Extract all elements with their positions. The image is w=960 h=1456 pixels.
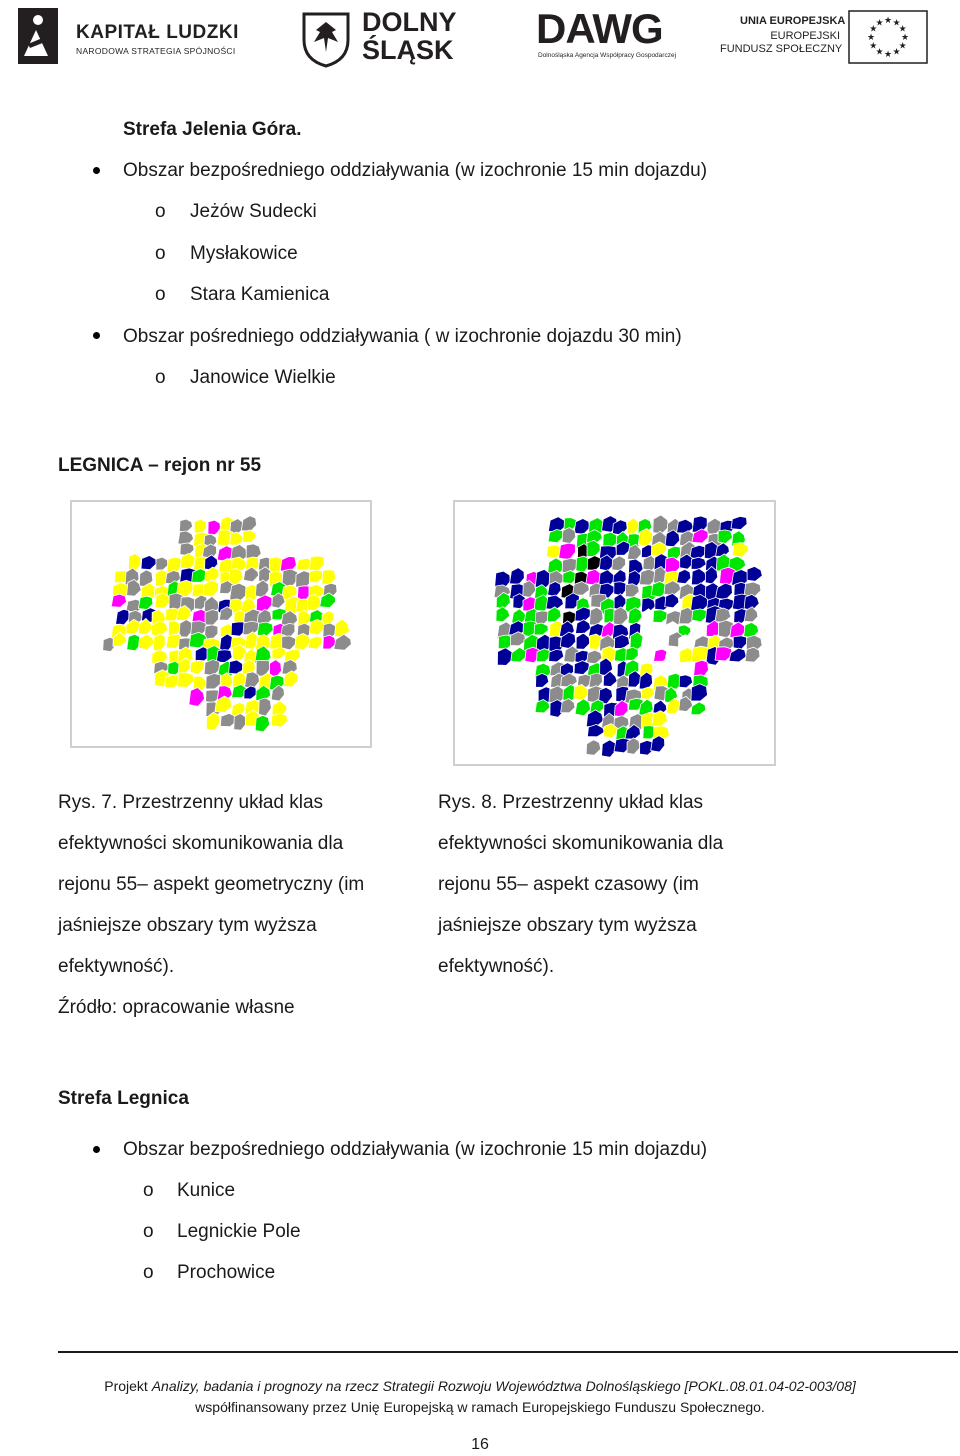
map-region bbox=[715, 608, 731, 622]
figure-8-caption: Rys. 8. Przestrzenny układ klas efektywności skomunikowania dla rejonu 55– aspekt czasowy (im jaśniejsze obszary tym wyższa efektywność). bbox=[438, 792, 724, 977]
footer-project-line bbox=[0, 1377, 960, 1395]
list-marker: o bbox=[155, 367, 166, 388]
map-fig7-svg bbox=[72, 502, 370, 746]
map-region bbox=[255, 715, 269, 731]
map-region bbox=[745, 647, 760, 662]
bullet-icon bbox=[93, 167, 100, 174]
map-region bbox=[665, 593, 679, 607]
eu-flag-icon bbox=[848, 10, 928, 64]
eu-star-icon: ★ bbox=[898, 40, 907, 51]
map-region bbox=[178, 673, 195, 688]
map-region bbox=[167, 557, 182, 573]
map-region bbox=[335, 619, 350, 637]
map-region bbox=[155, 593, 170, 608]
map-region bbox=[310, 556, 325, 571]
dawg-logo: DAWG bbox=[536, 5, 663, 52]
map-region bbox=[562, 528, 576, 544]
map-region bbox=[677, 519, 694, 533]
eu-star-icon: ★ bbox=[883, 49, 893, 59]
bullet-icon bbox=[93, 332, 100, 339]
map-region bbox=[576, 620, 591, 634]
list-marker: o bbox=[143, 1221, 154, 1242]
list-item: Mysłakowice bbox=[190, 243, 298, 264]
legnica-direct-zone: Obszar bezpośredniego oddziaływania (w izochronie 15 min dojazdu) bbox=[123, 1139, 708, 1160]
map-region bbox=[322, 611, 334, 625]
eu-line1: UNIA EUROPEJSKA bbox=[740, 15, 846, 27]
section-title-jelenia-gora: Strefa Jelenia Góra. bbox=[123, 119, 302, 140]
map-region bbox=[270, 660, 282, 677]
map-region bbox=[731, 516, 747, 529]
map-region bbox=[586, 740, 601, 756]
map-fig8-svg bbox=[455, 502, 774, 764]
map-region bbox=[322, 570, 336, 585]
map-region bbox=[576, 633, 590, 649]
map-region bbox=[602, 740, 617, 757]
eu-line2: EUROPEJSKI bbox=[770, 30, 840, 42]
map-region bbox=[234, 714, 246, 731]
map-region bbox=[718, 530, 733, 544]
map-region bbox=[204, 660, 220, 676]
kapital-ludzki-logo-icon bbox=[14, 4, 62, 68]
map-region bbox=[626, 647, 639, 660]
figure-source: Źródło: opracowanie własne bbox=[58, 997, 295, 1018]
eu-star-icon: ★ bbox=[900, 32, 910, 42]
map-region bbox=[139, 634, 154, 650]
map-region bbox=[589, 607, 603, 625]
dawg-subtitle: Dolnośląska Agencja Współpracy Gospodarczej bbox=[538, 52, 677, 59]
map-region bbox=[241, 516, 256, 532]
map-region bbox=[574, 661, 589, 675]
map-region bbox=[271, 713, 287, 727]
eu-star-icon: ★ bbox=[892, 17, 901, 28]
map-region bbox=[691, 557, 706, 569]
map-region bbox=[216, 650, 232, 663]
map-region bbox=[587, 540, 600, 556]
kl-subtitle: NARODOWA STRATEGIA SPÓJNOŚCI bbox=[76, 46, 236, 56]
map-region bbox=[230, 532, 244, 545]
map-region bbox=[309, 619, 325, 635]
map-region bbox=[309, 570, 322, 583]
ds-line2: ŚLĄSK bbox=[362, 35, 454, 65]
map-region bbox=[536, 673, 549, 687]
map-region bbox=[243, 530, 256, 543]
map-region bbox=[205, 610, 219, 626]
map-region bbox=[534, 623, 548, 635]
map-region bbox=[497, 648, 512, 666]
map-region bbox=[129, 554, 141, 571]
map-region bbox=[626, 584, 640, 597]
map-region bbox=[127, 580, 142, 597]
eu-star-icon: ★ bbox=[866, 32, 876, 42]
map-region bbox=[179, 519, 192, 532]
map-region bbox=[733, 543, 749, 557]
map-region bbox=[586, 710, 603, 727]
map-region bbox=[679, 675, 692, 688]
list-marker: o bbox=[143, 1180, 154, 1201]
eu-star-icon: ★ bbox=[875, 17, 884, 28]
eu-star-icon: ★ bbox=[883, 15, 893, 25]
map-region bbox=[257, 622, 273, 636]
map-region bbox=[652, 663, 666, 677]
map-region bbox=[653, 515, 669, 534]
page-number: 16 bbox=[471, 1436, 489, 1453]
list-marker: o bbox=[155, 243, 166, 264]
footer-project-prefix: Projekt bbox=[104, 1378, 152, 1394]
eu-star-icon: ★ bbox=[898, 23, 907, 34]
map-region bbox=[575, 699, 591, 716]
region-title: LEGNICA – rejon nr 55 bbox=[58, 455, 262, 476]
list-marker: o bbox=[143, 1262, 154, 1283]
map-region bbox=[627, 738, 640, 755]
map-region bbox=[642, 687, 655, 699]
list-item: Legnickie Pole bbox=[177, 1221, 301, 1242]
map-figure-8 bbox=[453, 500, 776, 766]
map-region bbox=[308, 636, 322, 649]
map-region bbox=[691, 702, 706, 715]
map-region bbox=[651, 736, 665, 752]
map-region bbox=[628, 608, 642, 625]
map-region bbox=[141, 556, 156, 570]
bullet-icon bbox=[93, 1146, 100, 1153]
map-region bbox=[194, 519, 206, 533]
map-region bbox=[653, 636, 668, 650]
map-region bbox=[272, 647, 286, 659]
section-title-legnica: Strefa Legnica bbox=[58, 1088, 189, 1109]
map-region bbox=[496, 607, 510, 622]
map-region bbox=[549, 649, 564, 662]
list-item: Jeżów Sudecki bbox=[190, 201, 317, 222]
list-marker: o bbox=[155, 284, 166, 305]
footer-project-title: Analizy, badania i prognozy na rzecz Strategii Rozwoju Województwa Dolnośląskiego [POKL.08.01.04-02-003/08] bbox=[151, 1378, 856, 1394]
map-region bbox=[230, 583, 248, 601]
dolny-slask-coat-of-arms-icon bbox=[300, 10, 352, 68]
map-region bbox=[561, 699, 575, 713]
map-region bbox=[691, 569, 706, 585]
eu-star-icon: ★ bbox=[892, 46, 901, 57]
jelenia-indirect-zone: Obszar pośredniego oddziaływania ( w izochronie dojazdu 30 min) bbox=[123, 326, 682, 347]
map-region bbox=[691, 684, 708, 701]
map-region bbox=[156, 557, 168, 570]
map-region bbox=[615, 635, 630, 649]
map-region bbox=[180, 553, 195, 569]
footer-cofinanced: współfinansowany przez Unię Europejską w ramach Europejskiego Funduszu Społecznego. bbox=[195, 1399, 765, 1415]
eu-star-icon: ★ bbox=[875, 46, 884, 57]
map-region bbox=[638, 529, 653, 547]
list-item: Stara Kamienica bbox=[190, 284, 330, 305]
map-region bbox=[693, 622, 707, 636]
map-figure-7 bbox=[70, 500, 372, 748]
eu-line3: FUNDUSZ SPOŁECZNY bbox=[720, 43, 843, 55]
map-region bbox=[229, 569, 243, 585]
kl-title: KAPITAŁ LUDZKI bbox=[76, 22, 239, 43]
map-region bbox=[203, 580, 218, 597]
list-marker: o bbox=[155, 201, 166, 222]
list-item: Janowice Wielkie bbox=[190, 367, 336, 388]
map-region bbox=[190, 660, 204, 674]
map-region bbox=[154, 634, 166, 652]
map-region bbox=[627, 518, 639, 533]
list-item: Prochowice bbox=[177, 1262, 276, 1283]
map-region bbox=[510, 568, 525, 585]
map-region bbox=[747, 566, 762, 581]
ds-line1: DOLNY bbox=[362, 7, 457, 37]
map-region bbox=[677, 569, 691, 583]
map-region bbox=[733, 636, 747, 649]
map-region bbox=[559, 543, 576, 560]
eu-star-icon: ★ bbox=[869, 40, 878, 51]
list-item: Kunice bbox=[177, 1180, 236, 1201]
eu-star-icon: ★ bbox=[869, 23, 878, 34]
jelenia-direct-zone: Obszar bezpośredniego oddziaływania (w izochronie 15 min dojazdu) bbox=[123, 160, 708, 181]
footer-divider bbox=[58, 1351, 958, 1353]
map-region bbox=[111, 594, 126, 607]
figure-7-caption: Rys. 7. Przestrzenny układ klas efektywności skomunikowania dla rejonu 55– aspekt geometryczny (im jaśniejsze obszary tym wyższa efektywność). bbox=[58, 792, 365, 977]
map-region bbox=[259, 698, 272, 716]
map-region bbox=[116, 609, 130, 624]
map-region bbox=[255, 580, 268, 598]
